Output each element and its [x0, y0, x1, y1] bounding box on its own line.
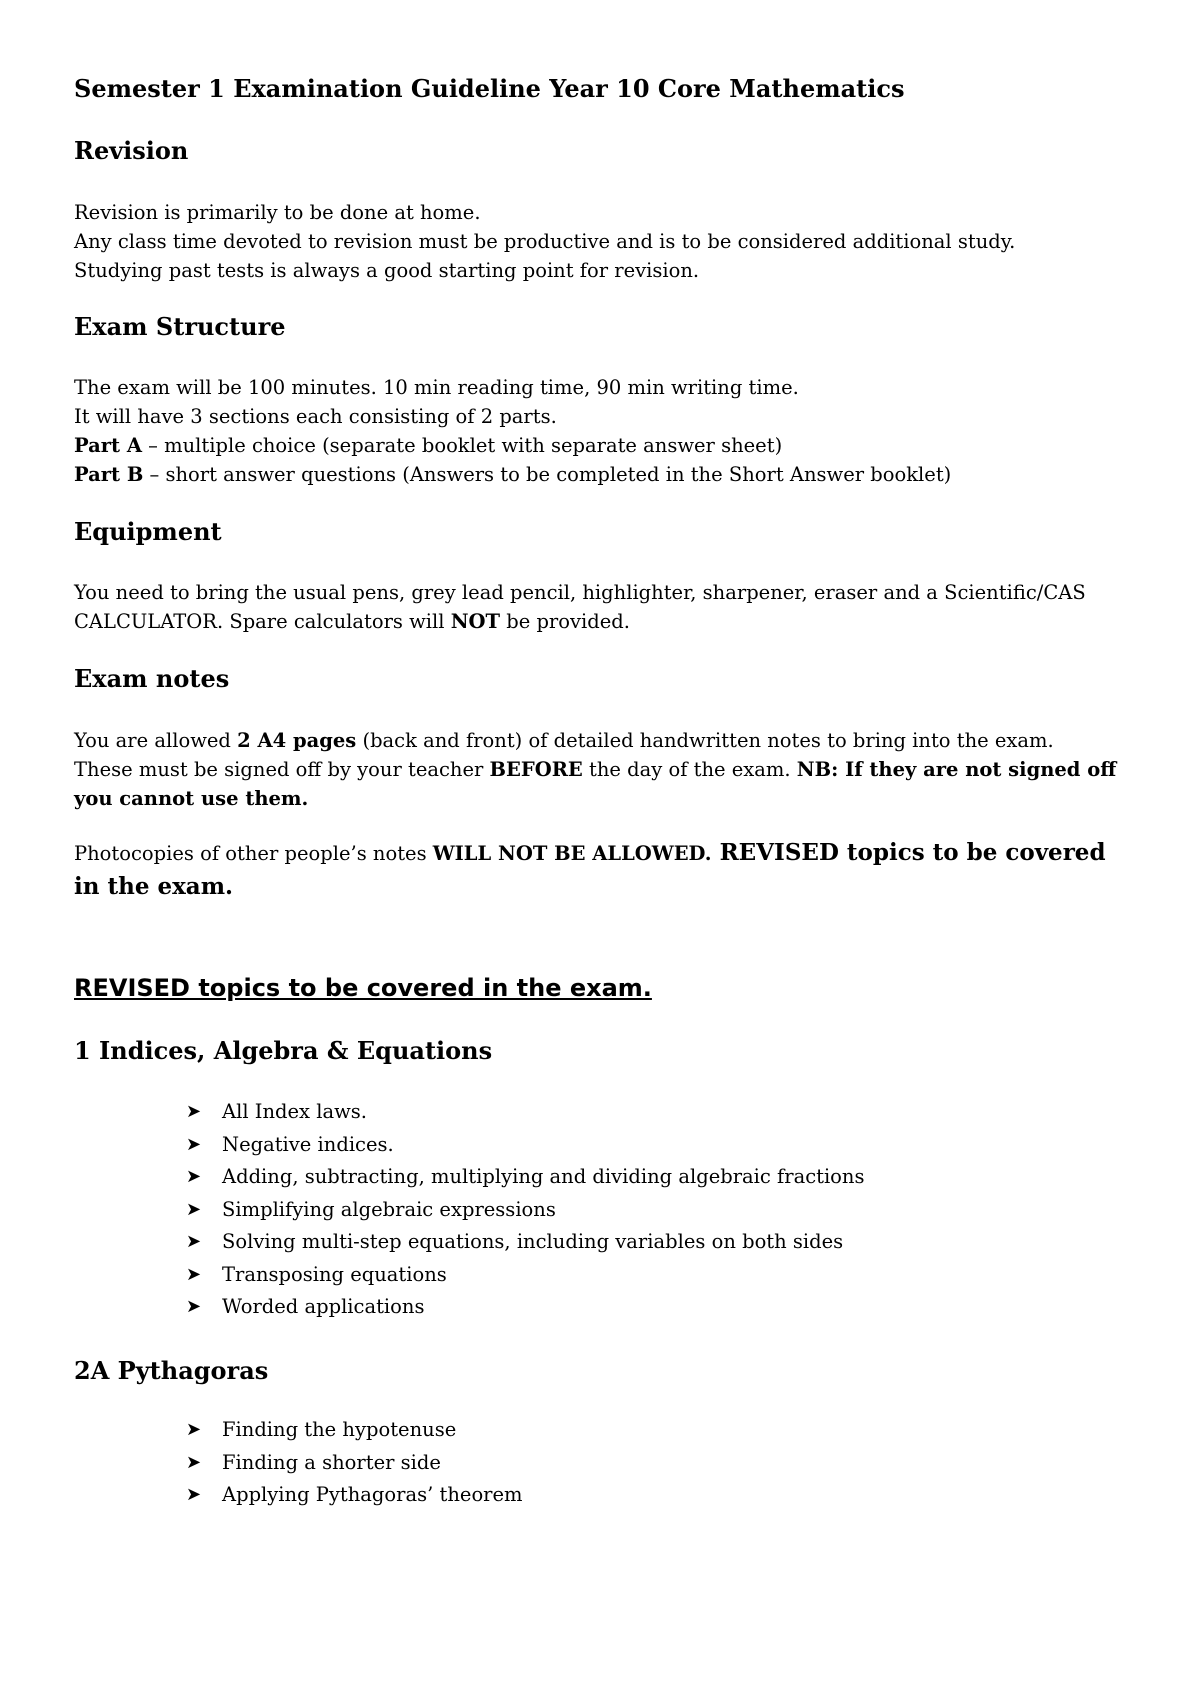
revised-topics-heading: REVISED topics to be covered in the exam. [74, 974, 652, 1002]
list-item-text: Simplifying algebraic expressions [222, 1197, 556, 1221]
topic-2-list [186, 1414, 523, 1512]
photocopy-paragraph [74, 836, 1106, 903]
list-item-text: Finding a shorter side [222, 1450, 441, 1474]
exam-sections-line: It will have 3 sections each consisting of 2 parts. [74, 405, 557, 428]
list-item [186, 1161, 865, 1194]
exam-notes-body [74, 726, 1116, 813]
document-title: Semester 1 Examination Guideline Year 10 Core Mathematics [74, 74, 905, 103]
arrow-bullet-icon: ➤ [186, 1166, 202, 1187]
topic-2-heading: 2A Pythagoras [74, 1356, 269, 1385]
list-item [186, 1447, 523, 1480]
notes-emphasis: BEFORE [489, 758, 583, 781]
notes-text: (back and front) of detailed handwritten notes to bring into the exam. [356, 729, 1054, 752]
list-item [186, 1291, 865, 1324]
revised-inline-heading-cont: in the exam. [74, 873, 234, 900]
revision-line: Any class time devoted to revision must be productive and is to be considered additional study. [74, 230, 1016, 253]
exam-notes-heading: Exam notes [74, 664, 230, 693]
revised-inline-heading: REVISED topics to be covered [711, 839, 1106, 866]
arrow-bullet-icon: ➤ [186, 1296, 202, 1317]
arrow-bullet-icon: ➤ [186, 1231, 202, 1252]
part-a-label: Part A [74, 434, 142, 457]
arrow-bullet-icon: ➤ [186, 1133, 202, 1155]
arrow-bullet-icon: ➤ [186, 1198, 202, 1220]
notes-emphasis: 2 A4 pages [237, 729, 357, 752]
equipment-heading: Equipment [74, 517, 222, 546]
arrow-bullet-icon: ➤ [186, 1101, 202, 1122]
part-a-line [74, 431, 951, 460]
topic-1-list [186, 1096, 865, 1324]
notes-text: You are allowed [74, 729, 238, 752]
exam-notes-warning-line: you cannot use them. [74, 787, 309, 810]
list-item-text: Negative indices. [222, 1132, 394, 1156]
list-item-text: Applying Pythagoras’ theorem [222, 1483, 523, 1506]
arrow-bullet-icon: ➤ [186, 1451, 202, 1473]
notes-text: These must be signed off by your teacher [74, 758, 490, 781]
part-b-label: Part B [74, 463, 144, 486]
exam-duration-line: The exam will be 100 minutes. 10 min reading time, 90 min writing time. [74, 376, 799, 399]
exam-notes-line [74, 755, 1116, 784]
revision-line: Studying past tests is always a good starting point for revision. [74, 259, 700, 282]
list-item-text: Worded applications [222, 1295, 425, 1318]
part-b-line [74, 460, 951, 489]
list-item-text: Finding the hypotenuse [222, 1418, 457, 1441]
arrow-bullet-icon: ➤ [186, 1419, 202, 1440]
part-b-text: – short answer questions (Answers to be completed in the Short Answer booklet) [143, 463, 952, 486]
list-item [186, 1479, 523, 1512]
revision-line: Revision is primarily to be done at home. [74, 201, 481, 224]
notes-warning: NB: If they are not signed off [796, 758, 1117, 781]
notes-emphasis: WILL NOT BE ALLOWED. [432, 842, 712, 865]
arrow-bullet-icon: ➤ [186, 1484, 202, 1505]
list-item-text: Adding, subtracting, multiplying and dividing algebraic fractions [222, 1165, 865, 1188]
exam-notes-line [74, 726, 1116, 755]
list-item [186, 1226, 865, 1259]
list-item [186, 1194, 865, 1227]
revision-heading: Revision [74, 136, 189, 165]
part-a-text: – multiple choice (separate booklet with separate answer sheet) [141, 434, 783, 457]
arrow-bullet-icon: ➤ [186, 1263, 202, 1285]
equipment-body [74, 578, 1086, 636]
notes-text: Photocopies of other people’s notes [74, 842, 433, 865]
photocopy-line [74, 836, 1106, 870]
equipment-text: CALCULATOR. Spare calculators will [74, 610, 451, 633]
equipment-line: You need to bring the usual pens, grey lead pencil, highlighter, sharpener, eraser and a Scientific/CAS [74, 581, 1086, 604]
list-item-text: Transposing equations [222, 1262, 447, 1286]
equipment-emphasis: NOT [450, 610, 501, 633]
list-item [186, 1129, 865, 1162]
notes-text: the day of the exam. [582, 758, 797, 781]
list-item [186, 1259, 865, 1292]
equipment-text: be provided. [500, 610, 630, 633]
exam-structure-body [74, 373, 951, 489]
list-item [186, 1096, 865, 1129]
equipment-line [74, 607, 1086, 636]
exam-structure-heading: Exam Structure [74, 312, 286, 341]
list-item [186, 1414, 523, 1447]
topic-1-heading: 1 Indices, Algebra & Equations [74, 1036, 493, 1065]
list-item-text: Solving multi-step equations, including variables on both sides [222, 1230, 844, 1253]
list-item-text: All Index laws. [222, 1100, 367, 1123]
revision-body [74, 198, 1015, 285]
